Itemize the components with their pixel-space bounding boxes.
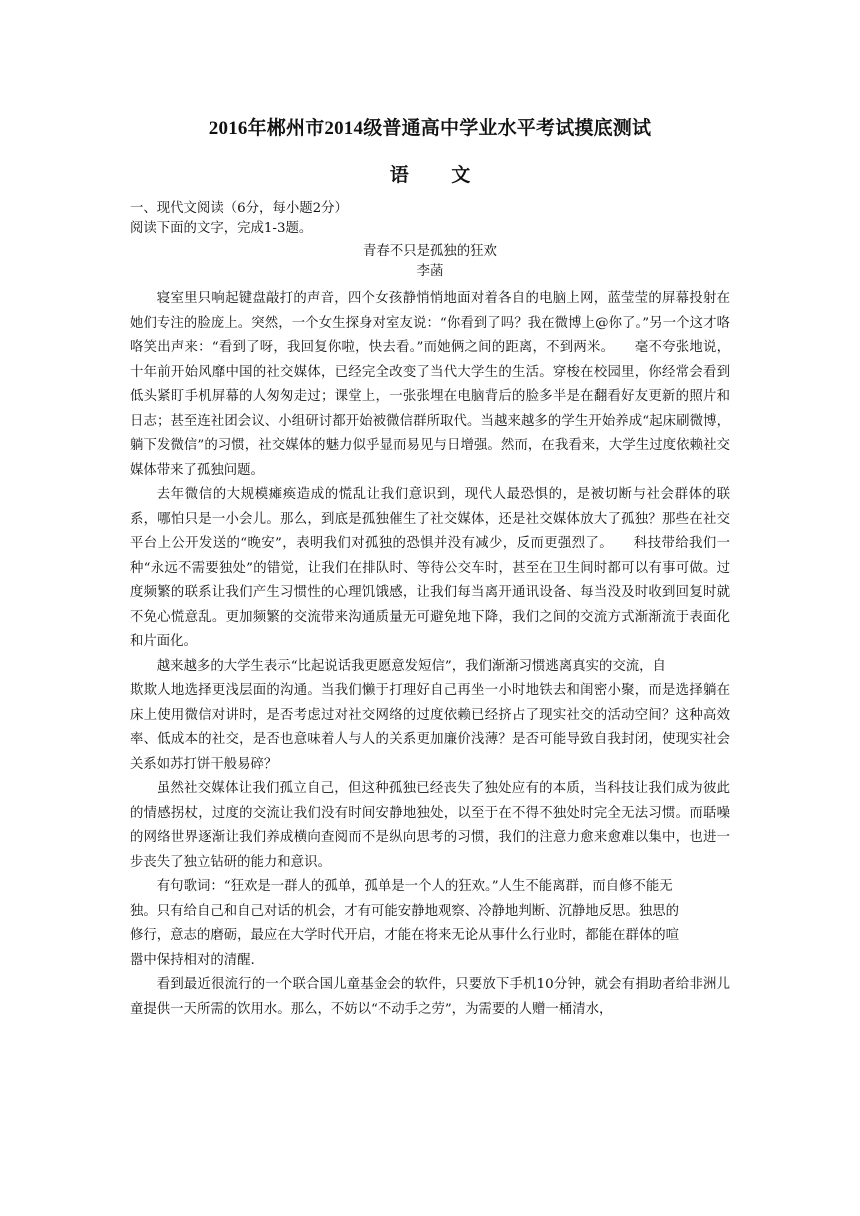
paragraph-1: 寝室里只响起键盘敲打的声音，四个女孩静悄悄地面对着各自的电脑上网，蓝莹莹的屏幕投射在她们专注的脸庞上。突然，一个女生探身对室友说：“你看到了吗？我在微博上@你了。”另一个这才咯咯笑出声来：“看到了呀，我回复你啦，快去看。”而她俩之间的距离，不到两米。 毫不夸张地说，十年前开始风靡中国的社交媒体，已经完全改变了当代大学生的生活。穿梭在校园里，你经常会看到低头紧盯手机屏幕的人匆匆走过；课堂上，一张张埋在电脑背后的脸多半是在翻看好友更新的照片和日志；甚至连社团会议、小组研讨都开始被微信群所取代。当越来越多的学生开始养成“起床刷微博，躺下发微信”的习惯，社交媒体的魅力似乎显而易见与日增强。然而，在我看来，大学生过度依赖社交媒体带来了孤独问题。: [130, 291, 730, 478]
paragraph-5-cont-1: 独。只有给自己和自己对话的机会，才有可能安静地观察、冷静地判断、沉静地反思。独思的: [130, 903, 680, 919]
paragraph-5-cont-3: 嚣中保持相对的清醒.: [130, 952, 255, 968]
article-body: [130, 287, 730, 1022]
exam-title: 2016年郴州市2014级普通高中学业水平考试摸底测试: [208, 118, 652, 139]
article-author: 李菡: [416, 264, 444, 279]
paragraph-5: 有句歌词：“狂欢是一群人的孤单，孤单是一个人的狂欢。”人生不能离群，而自修不能无: [156, 879, 673, 894]
paragraph-3: 越来越多的大学生表示“比起说话我更愿意发短信”，我们渐渐习惯逃离真实的交流，自: [156, 658, 666, 674]
paragraph-4: 虽然社交媒体让我们孤立自己，但这种孤独已经丧失了独处应有的本质，当科技让我们成为彼此的情感拐杖，过度的交流让我们没有时间安静地独处，以至于在不得不独处时完全无法习惯。而聒噪的网络世界逐渐让我们养成横向查阅而不是纵向思考的习惯，我们的注意力愈来愈难以集中，也进一步丧失了独立钻研的能力和意识。: [130, 781, 730, 870]
section-heading: 一、现代文阅读（6分，每小题2分）: [130, 201, 348, 216]
paragraph-3-cont: 欺欺人地选择更浅层面的沟通。当我们懒于打理好自己再坐一小时地铁去和闺密小聚，而是选择躺在床上使用微信对讲时，是否考虑过对社交网络的过度依赖已经挤占了现实社交的活动空间？这种高效率、低成本的社交，是否也意味着人与人的关系更加廉价浅薄？是否可能导致自我封闭，使现实社会关系如苏打饼干般易碎？: [130, 683, 730, 772]
article-title: 青春不只是孤独的狂欢: [363, 244, 497, 259]
subject-title: 语 文: [389, 164, 489, 186]
paragraph-2: 去年微信的大规模瘫痪造成的慌乱让我们意识到，现代人最恐惧的，是被切断与社会群体的联系，哪怕只是一小会儿。那么，到底是孤独催生了社交媒体，还是社交媒体放大了孤独？那些在社交平台上公开发送的“晚安”，表明我们对孤独的恐惧并没有减少，反而更强烈了。 科技带给我们一种“永远不需要独处”的错觉，让我们在排队时、等待公交车时，甚至在卫生间时都可以有事可做。过度频繁的联系让我们产生习惯性的心理饥饿感，让我们每当离开通讯设备、每当没及时收到回复时就不免心慌意乱。更加频繁的交流带来沟通质量无可避免地下降，我们之间的交流方式渐渐流于表面化和片面化。: [130, 487, 730, 649]
paragraph-5-cont-2: 修行，意志的磨砺，最应在大学时代开启，才能在将来无论从事什么行业时，都能在群体的喧: [130, 928, 680, 943]
paragraph-6: 看到最近很流行的一个联合国儿童基金会的软件，只要放下手机10分钟，就会有捐助者给非洲儿童提供一天所需的饮用水。那么，不妨以“不动手之劳”，为需要的人赠一桶清水，: [130, 977, 730, 1017]
section-instruction: 阅读下面的文字，完成1-3题。: [130, 221, 313, 236]
